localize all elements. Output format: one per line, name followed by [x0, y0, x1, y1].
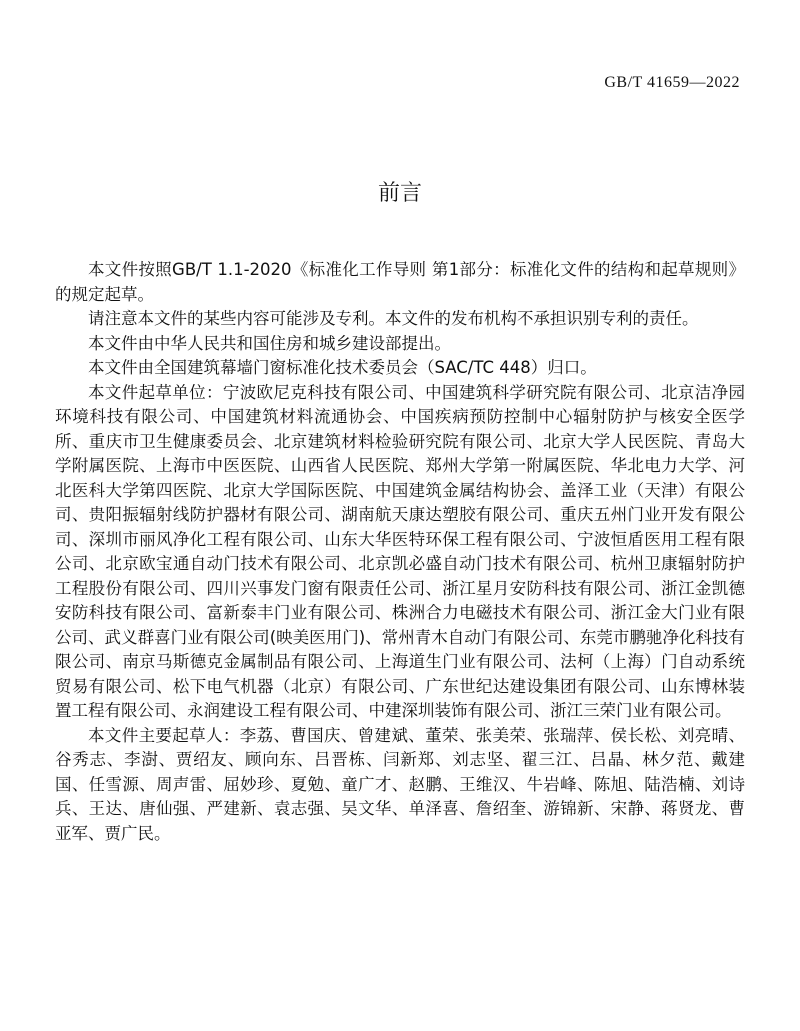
- page-title: 前言: [377, 181, 422, 206]
- foreword-body: [55, 258, 745, 846]
- paragraph-drafters: 本文件主要起草人：李荔、曹国庆、曾建斌、董荣、张美荣、张瑞萍、侯长松、刘亮晴、谷秀志、李澍、贾绍友、顾向东、吕晋栋、闫新郑、刘志坚、翟三江、吕晶、林夕范、戴建国、任雪源、周声雷、屈妙珍、夏勉、童广才、赵鹏、王维汉、牛岩峰、陈旭、陆浩楠、刘诗兵、王达、唐仙强、严建新、袁志强、吴文华、单泽喜、詹绍奎、游锦新、宋静、蒋贤龙、曹亚军、贾广民。: [55, 725, 745, 843]
- paragraph-drafting-units: 本文件起草单位：宁波欧尼克科技有限公司、中国建筑科学研究院有限公司、北京洁净园环境科技有限公司、中国建筑材料流通协会、中国疾病预防控制中心辐射防护与核安全医学所、重庆市卫生健康委员会、北京建筑材料检验研究院有限公司、北京大学人民医院、青岛大学附属医院、上海市中医医院、山西省人民医院、郑州大学第一附属医院、华北电力大学、河北医科大学第四医院、北京大学国际医院、中国建筑金属结构协会、盖泽工业（天津）有限公司、贵阳振辐射线防护器材有限公司、湖南航天康达塑胶有限公司、重庆五州门业开发有限公司、深圳市丽风净化工程有限公司、山东大华医特环保工程有限公司、宁波恒盾医用工程有限公司、北京欧宝通自动门技术有限公司、北京凯必盛自动门技术有限公司、杭州卫康辐射防护工程股份有限公司、四川兴事发门窗有限责任公司、浙江星月安防科技有限公司、浙江金凯德安防科技有限公司、富新泰丰门业有限公司、株洲合力电磁技术有限公司、浙江金大门业有限公司、武义群喜门业有限公司(映美医用门)、常州青木自动门有限公司、东莞市鹏驰净化科技有限公司、南京马斯德克金属制品有限公司、上海道生门业有限公司、法柯（上海）门自动系统贸易有限公司、松下电气机器（北京）有限公司、广东世纪达建设集团有限公司、山东博林装置工程有限公司、永润建设工程有限公司、中建深圳装饰有限公司、浙江三荣门业有限公司。: [55, 382, 745, 720]
- paragraph-proposer: 本文件由中华人民共和国住房和城乡建设部提出。: [88, 333, 451, 353]
- paragraph-drafting-rules: 本文件按照GB/T 1.1-2020《标准化工作导则 第1部分：标准化文件的结构和起草规则》的规定起草。: [55, 260, 745, 304]
- paragraph-committee: 本文件由全国建筑幕墙门窗标准化技术委员会（SAC/TC 448）归口。: [88, 358, 597, 377]
- paragraph-patent-notice: 请注意本文件的某些内容可能涉及专利。本文件的发布机构不承担识别专利的责任。: [88, 309, 699, 328]
- standard-number: GB/T 41659—2022: [604, 74, 740, 91]
